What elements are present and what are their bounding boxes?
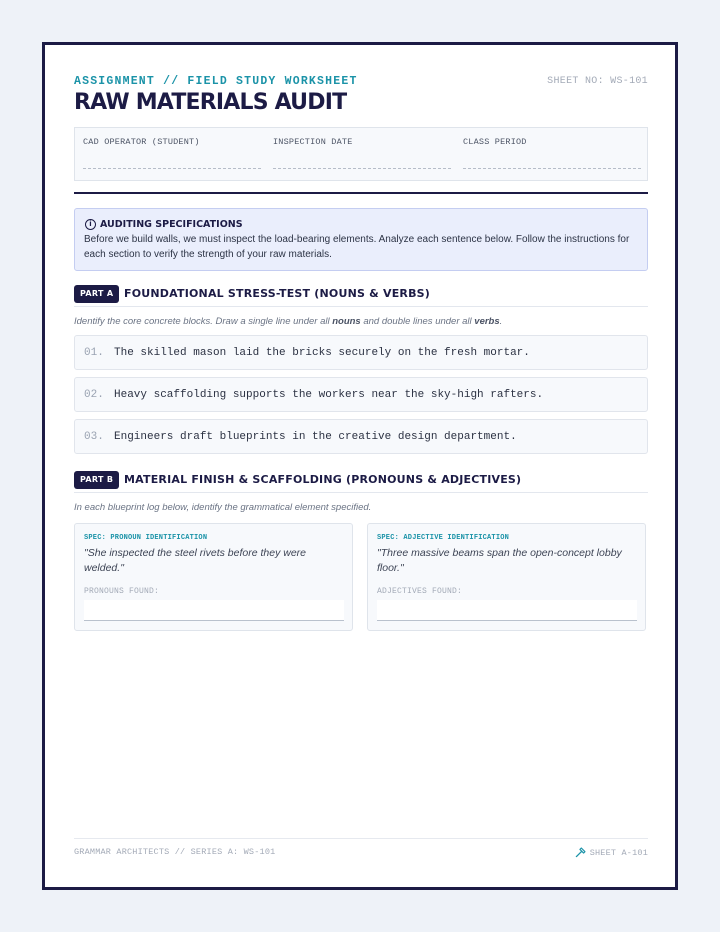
pronouns-found-label: PRONOUNS FOUND: xyxy=(84,587,160,596)
sentence-text: The skilled mason laid the bricks securely on the fresh mortar. xyxy=(114,346,530,359)
spec-header xyxy=(85,219,243,230)
pronoun-card xyxy=(74,523,353,631)
student-info-box xyxy=(74,127,648,181)
worksheet-content xyxy=(74,45,648,887)
hammer-icon xyxy=(574,846,587,859)
sentence-row[interactable] xyxy=(74,335,648,370)
sentence-text: Engineers draft blueprints in the creative design department. xyxy=(114,430,517,443)
footer-sheet xyxy=(574,846,648,859)
spec-title: AUDITING SPECIFICATIONS xyxy=(100,219,243,230)
instruction-nouns: nouns xyxy=(332,316,361,327)
inspection-date-field[interactable] xyxy=(273,128,453,180)
pronoun-spec-tag: SPEC: PRONOUN IDENTIFICATION xyxy=(84,534,208,542)
class-period-field[interactable] xyxy=(463,128,643,180)
header-divider xyxy=(74,192,648,194)
pronoun-quote: "She inspected the steel rivets before they were welded." xyxy=(84,547,307,574)
worksheet-page xyxy=(42,42,678,890)
auditing-specifications-box xyxy=(74,208,648,271)
student-name-label: CAD OPERATOR (STUDENT) xyxy=(83,137,200,147)
part-b-badge: PART B xyxy=(74,471,119,489)
footer-series: GRAMMAR ARCHITECTS // SERIES A: WS-101 xyxy=(74,847,276,857)
instruction-text: Identify the core concrete blocks. Draw a single line under all xyxy=(74,316,333,327)
class-period-line xyxy=(463,168,641,169)
student-name-line xyxy=(83,168,261,169)
sentence-number: 01. xyxy=(84,346,104,359)
sentence-number: 03. xyxy=(84,430,104,443)
adjectives-found-label: ADJECTIVES FOUND: xyxy=(377,587,463,596)
page-footer xyxy=(74,838,648,858)
info-icon: i xyxy=(85,219,96,230)
sentence-number: 02. xyxy=(84,388,104,401)
inspection-date-label: INSPECTION DATE xyxy=(273,137,353,147)
sentence-row[interactable] xyxy=(74,377,648,412)
adjective-spec-tag: SPEC: ADJECTIVE IDENTIFICATION xyxy=(377,534,510,542)
instruction-text: and double lines under all xyxy=(360,316,475,327)
student-name-field[interactable] xyxy=(83,128,263,180)
pronouns-answer-field[interactable] xyxy=(84,600,344,621)
part-a-instruction xyxy=(74,316,502,327)
inspection-date-line xyxy=(273,168,451,169)
class-period-label: CLASS PERIOD xyxy=(463,137,527,147)
page-title: RAW MATERIALS AUDIT xyxy=(74,90,347,115)
part-a-title: FOUNDATIONAL STRESS-TEST (NOUNS & VERBS) xyxy=(124,287,431,300)
sheet-number: SHEET NO: WS-101 xyxy=(547,76,648,87)
assignment-kicker: ASSIGNMENT // FIELD STUDY WORKSHEET xyxy=(74,75,358,88)
part-b-header xyxy=(74,471,648,493)
instruction-text: . xyxy=(499,316,503,327)
part-a-header xyxy=(74,285,648,307)
instruction-verbs: verbs xyxy=(474,316,500,327)
adjective-card xyxy=(367,523,646,631)
part-a-badge: PART A xyxy=(74,285,119,303)
spec-text: Before we build walls, we must inspect the load-bearing elements. Analyze each sentence below. Follow the instructions for each section to verify the strength of your raw materials. xyxy=(84,234,630,260)
part-b-title: MATERIAL FINISH & SCAFFOLDING (PRONOUNS & ADJECTIVES) xyxy=(124,473,522,486)
part-b-instruction: In each blueprint log below, identify the grammatical element specified. xyxy=(74,502,372,513)
adjective-quote: "Three massive beams span the open-concept lobby floor." xyxy=(377,547,622,574)
adjectives-answer-field[interactable] xyxy=(377,600,637,621)
sentence-text: Heavy scaffolding supports the workers near the sky-high rafters. xyxy=(114,388,544,401)
sentence-row[interactable] xyxy=(74,419,648,454)
footer-sheet-label: SHEET A-101 xyxy=(589,847,648,858)
